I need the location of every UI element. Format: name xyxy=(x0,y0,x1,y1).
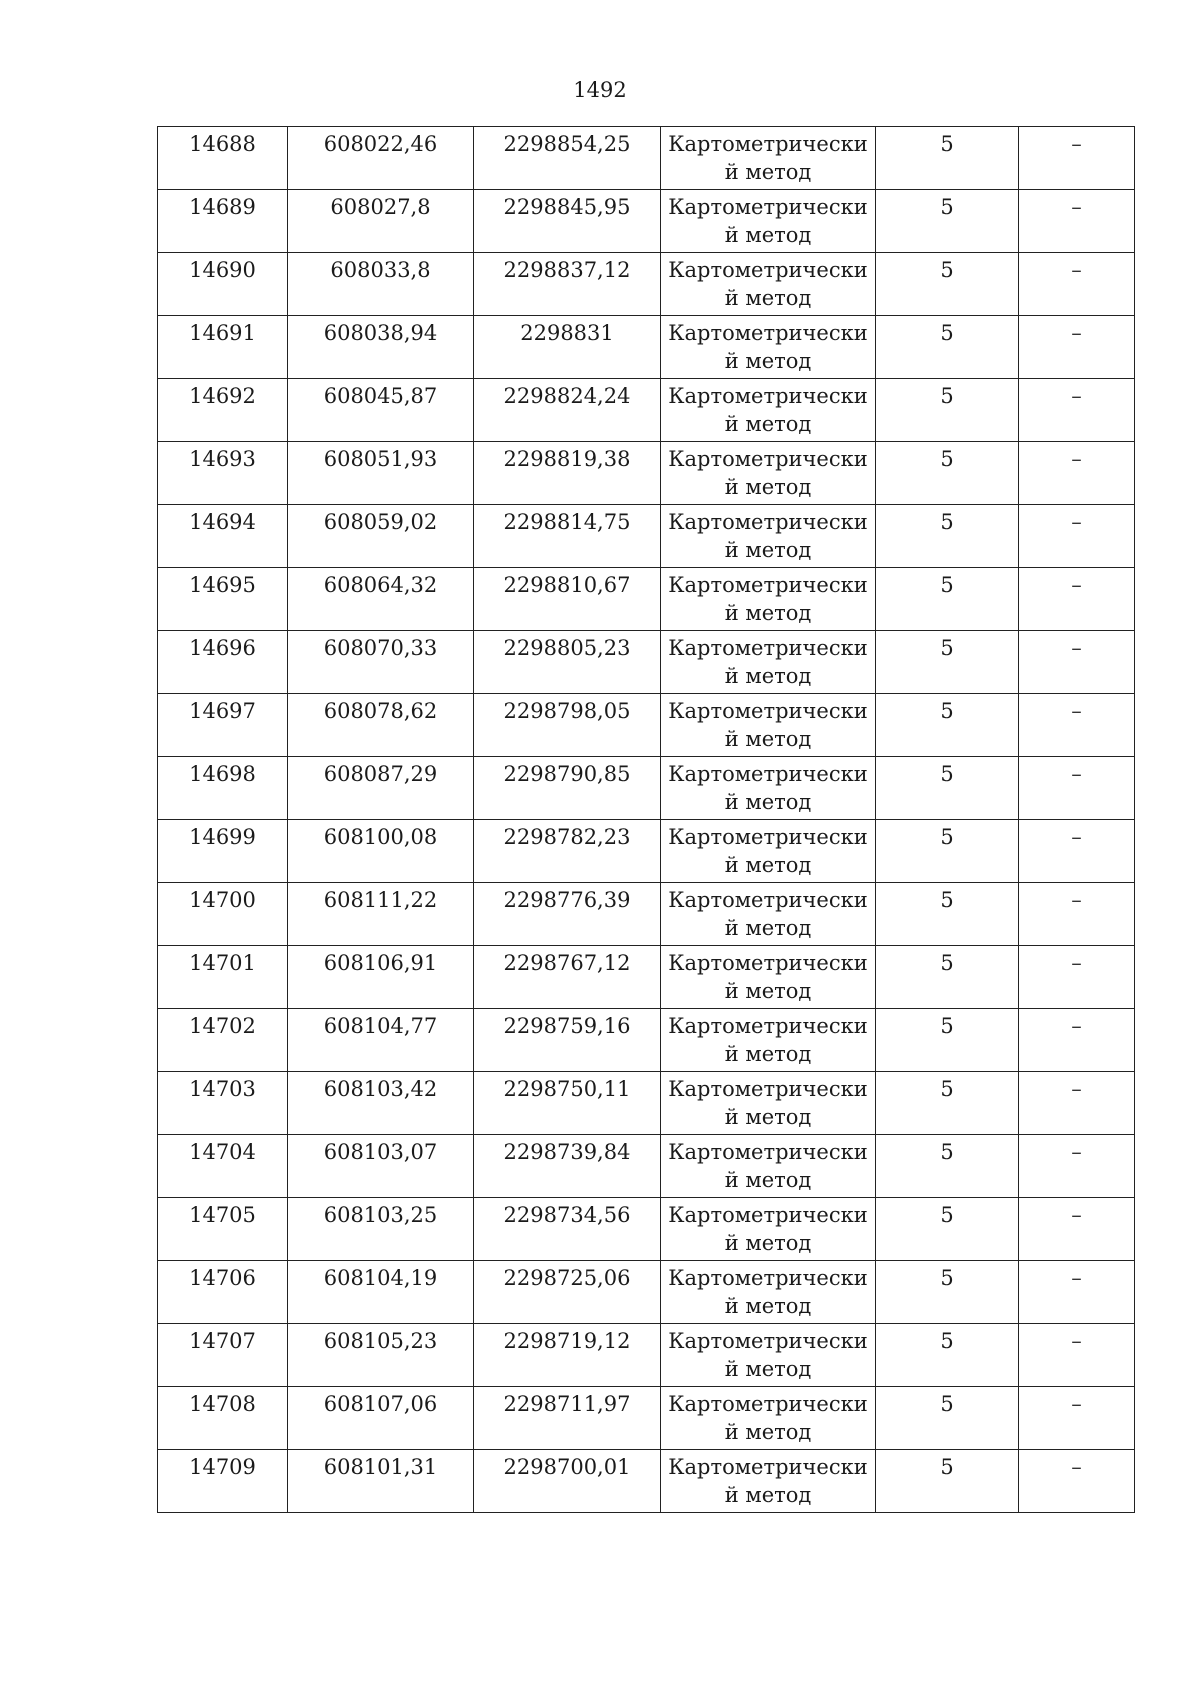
method-cell: Картометрически й метод xyxy=(661,190,876,253)
accuracy-cell: 5 xyxy=(876,1387,1019,1450)
method-cell: Картометрически й метод xyxy=(661,1387,876,1450)
x-coordinate-cell: 608106,91 xyxy=(288,946,474,1009)
coordinates-table xyxy=(157,126,1135,1513)
accuracy-cell: 5 xyxy=(876,1135,1019,1198)
y-coordinate-cell: 2298854,25 xyxy=(474,127,661,190)
y-coordinate-cell: 2298700,01 xyxy=(474,1450,661,1513)
y-coordinate-cell: 2298719,12 xyxy=(474,1324,661,1387)
x-coordinate-cell: 608100,08 xyxy=(288,820,474,883)
x-coordinate-cell: 608078,62 xyxy=(288,694,474,757)
x-coordinate-cell: 608105,23 xyxy=(288,1324,474,1387)
table-row xyxy=(158,127,1135,190)
accuracy-cell: 5 xyxy=(876,1324,1019,1387)
note-cell: – xyxy=(1019,1324,1135,1387)
page-number: 1492 xyxy=(573,78,627,102)
y-coordinate-cell: 2298837,12 xyxy=(474,253,661,316)
accuracy-cell: 5 xyxy=(876,127,1019,190)
x-coordinate-cell: 608038,94 xyxy=(288,316,474,379)
method-cell: Картометрически й метод xyxy=(661,442,876,505)
point-number-cell: 14690 xyxy=(158,253,288,316)
table-row xyxy=(158,442,1135,505)
note-cell: – xyxy=(1019,1261,1135,1324)
table-row xyxy=(158,1324,1135,1387)
x-coordinate-cell: 608070,33 xyxy=(288,631,474,694)
method-cell: Картометрически й метод xyxy=(661,568,876,631)
table-row xyxy=(158,316,1135,379)
note-cell: – xyxy=(1019,694,1135,757)
note-cell: – xyxy=(1019,316,1135,379)
point-number-cell: 14688 xyxy=(158,127,288,190)
y-coordinate-cell: 2298734,56 xyxy=(474,1198,661,1261)
y-coordinate-cell: 2298782,23 xyxy=(474,820,661,883)
accuracy-cell: 5 xyxy=(876,946,1019,1009)
point-number-cell: 14705 xyxy=(158,1198,288,1261)
table-row xyxy=(158,253,1135,316)
y-coordinate-cell: 2298759,16 xyxy=(474,1009,661,1072)
point-number-cell: 14692 xyxy=(158,379,288,442)
table-row xyxy=(158,1072,1135,1135)
accuracy-cell: 5 xyxy=(876,190,1019,253)
note-cell: – xyxy=(1019,442,1135,505)
method-cell: Картометрически й метод xyxy=(661,757,876,820)
note-cell: – xyxy=(1019,1135,1135,1198)
note-cell: – xyxy=(1019,127,1135,190)
table-row xyxy=(158,1009,1135,1072)
y-coordinate-cell: 2298750,11 xyxy=(474,1072,661,1135)
point-number-cell: 14694 xyxy=(158,505,288,568)
accuracy-cell: 5 xyxy=(876,568,1019,631)
point-number-cell: 14700 xyxy=(158,883,288,946)
table-row xyxy=(158,1261,1135,1324)
y-coordinate-cell: 2298814,75 xyxy=(474,505,661,568)
point-number-cell: 14699 xyxy=(158,820,288,883)
table-row xyxy=(158,1198,1135,1261)
y-coordinate-cell: 2298711,97 xyxy=(474,1387,661,1450)
point-number-cell: 14703 xyxy=(158,1072,288,1135)
table-row xyxy=(158,631,1135,694)
note-cell: – xyxy=(1019,1198,1135,1261)
accuracy-cell: 5 xyxy=(876,631,1019,694)
accuracy-cell: 5 xyxy=(876,820,1019,883)
x-coordinate-cell: 608103,25 xyxy=(288,1198,474,1261)
note-cell: – xyxy=(1019,1387,1135,1450)
y-coordinate-cell: 2298725,06 xyxy=(474,1261,661,1324)
table-row xyxy=(158,946,1135,1009)
method-cell: Картометрически й метод xyxy=(661,1135,876,1198)
note-cell: – xyxy=(1019,379,1135,442)
x-coordinate-cell: 608104,77 xyxy=(288,1009,474,1072)
y-coordinate-cell: 2298824,24 xyxy=(474,379,661,442)
accuracy-cell: 5 xyxy=(876,1009,1019,1072)
point-number-cell: 14709 xyxy=(158,1450,288,1513)
accuracy-cell: 5 xyxy=(876,505,1019,568)
y-coordinate-cell: 2298739,84 xyxy=(474,1135,661,1198)
x-coordinate-cell: 608103,07 xyxy=(288,1135,474,1198)
method-cell: Картометрически й метод xyxy=(661,1072,876,1135)
table-row xyxy=(158,568,1135,631)
point-number-cell: 14707 xyxy=(158,1324,288,1387)
point-number-cell: 14696 xyxy=(158,631,288,694)
x-coordinate-cell: 608107,06 xyxy=(288,1387,474,1450)
table-row xyxy=(158,883,1135,946)
x-coordinate-cell: 608111,22 xyxy=(288,883,474,946)
method-cell: Картометрически й метод xyxy=(661,1009,876,1072)
y-coordinate-cell: 2298805,23 xyxy=(474,631,661,694)
method-cell: Картометрически й метод xyxy=(661,946,876,1009)
point-number-cell: 14697 xyxy=(158,694,288,757)
method-cell: Картометрически й метод xyxy=(661,631,876,694)
accuracy-cell: 5 xyxy=(876,442,1019,505)
x-coordinate-cell: 608027,8 xyxy=(288,190,474,253)
accuracy-cell: 5 xyxy=(876,1450,1019,1513)
note-cell: – xyxy=(1019,505,1135,568)
note-cell: – xyxy=(1019,1009,1135,1072)
accuracy-cell: 5 xyxy=(876,757,1019,820)
point-number-cell: 14704 xyxy=(158,1135,288,1198)
method-cell: Картометрически й метод xyxy=(661,694,876,757)
x-coordinate-cell: 608033,8 xyxy=(288,253,474,316)
x-coordinate-cell: 608104,19 xyxy=(288,1261,474,1324)
method-cell: Картометрически й метод xyxy=(661,379,876,442)
point-number-cell: 14695 xyxy=(158,568,288,631)
table-row xyxy=(158,379,1135,442)
point-number-cell: 14706 xyxy=(158,1261,288,1324)
note-cell: – xyxy=(1019,253,1135,316)
y-coordinate-cell: 2298845,95 xyxy=(474,190,661,253)
method-cell: Картометрически й метод xyxy=(661,505,876,568)
accuracy-cell: 5 xyxy=(876,1072,1019,1135)
note-cell: – xyxy=(1019,883,1135,946)
method-cell: Картометрически й метод xyxy=(661,1198,876,1261)
accuracy-cell: 5 xyxy=(876,379,1019,442)
y-coordinate-cell: 2298767,12 xyxy=(474,946,661,1009)
y-coordinate-cell: 2298776,39 xyxy=(474,883,661,946)
accuracy-cell: 5 xyxy=(876,253,1019,316)
point-number-cell: 14698 xyxy=(158,757,288,820)
x-coordinate-cell: 608051,93 xyxy=(288,442,474,505)
x-coordinate-cell: 608064,32 xyxy=(288,568,474,631)
table-row xyxy=(158,694,1135,757)
method-cell: Картометрически й метод xyxy=(661,820,876,883)
note-cell: – xyxy=(1019,190,1135,253)
y-coordinate-cell: 2298819,38 xyxy=(474,442,661,505)
x-coordinate-cell: 608059,02 xyxy=(288,505,474,568)
note-cell: – xyxy=(1019,568,1135,631)
table-row xyxy=(158,505,1135,568)
method-cell: Картометрически й метод xyxy=(661,1324,876,1387)
table-row xyxy=(158,1450,1135,1513)
x-coordinate-cell: 608103,42 xyxy=(288,1072,474,1135)
method-cell: Картометрически й метод xyxy=(661,1261,876,1324)
x-coordinate-cell: 608101,31 xyxy=(288,1450,474,1513)
table-row xyxy=(158,820,1135,883)
coordinates-table-body xyxy=(158,127,1135,1513)
point-number-cell: 14689 xyxy=(158,190,288,253)
accuracy-cell: 5 xyxy=(876,316,1019,379)
method-cell: Картометрически й метод xyxy=(661,253,876,316)
table-row xyxy=(158,1135,1135,1198)
method-cell: Картометрически й метод xyxy=(661,883,876,946)
point-number-cell: 14693 xyxy=(158,442,288,505)
x-coordinate-cell: 608087,29 xyxy=(288,757,474,820)
y-coordinate-cell: 2298831 xyxy=(474,316,661,379)
accuracy-cell: 5 xyxy=(876,1261,1019,1324)
method-cell: Картометрически й метод xyxy=(661,1450,876,1513)
point-number-cell: 14701 xyxy=(158,946,288,1009)
accuracy-cell: 5 xyxy=(876,883,1019,946)
note-cell: – xyxy=(1019,946,1135,1009)
table-row xyxy=(158,1387,1135,1450)
note-cell: – xyxy=(1019,1072,1135,1135)
accuracy-cell: 5 xyxy=(876,1198,1019,1261)
note-cell: – xyxy=(1019,820,1135,883)
method-cell: Картометрически й метод xyxy=(661,316,876,379)
note-cell: – xyxy=(1019,757,1135,820)
point-number-cell: 14702 xyxy=(158,1009,288,1072)
x-coordinate-cell: 608022,46 xyxy=(288,127,474,190)
method-cell: Картометрически й метод xyxy=(661,127,876,190)
y-coordinate-cell: 2298810,67 xyxy=(474,568,661,631)
point-number-cell: 14691 xyxy=(158,316,288,379)
table-row xyxy=(158,190,1135,253)
y-coordinate-cell: 2298790,85 xyxy=(474,757,661,820)
note-cell: – xyxy=(1019,631,1135,694)
note-cell: – xyxy=(1019,1450,1135,1513)
point-number-cell: 14708 xyxy=(158,1387,288,1450)
accuracy-cell: 5 xyxy=(876,694,1019,757)
table-row xyxy=(158,757,1135,820)
y-coordinate-cell: 2298798,05 xyxy=(474,694,661,757)
x-coordinate-cell: 608045,87 xyxy=(288,379,474,442)
